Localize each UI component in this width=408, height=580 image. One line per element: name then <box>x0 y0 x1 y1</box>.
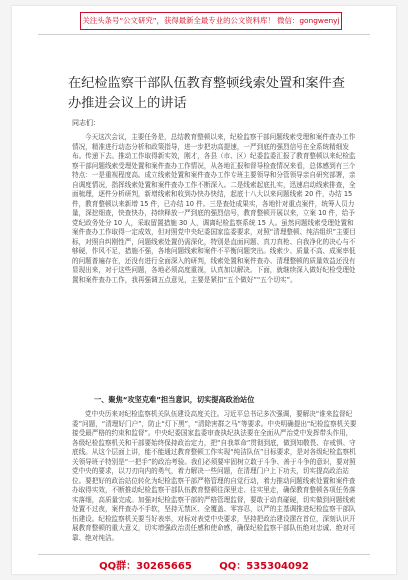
footer-divider <box>38 554 370 555</box>
document-page <box>12 6 396 574</box>
body-paragraph-2: 党中央历来对纪检监察机关队伍建设高度关注。习近平总书记多次强调，要解决“谁来监督纪委”问题，“清理好门户”，防止“灯下黑”，“清除害群之马”等要求。中央明确提出“纪检监察机关要接受最严格的约束和监督”。中央纪委国家监委审查执纪执法要在全面从严治党中发挥带头作用，各级纪检监察机关和干部要始终保持政治定力，把“自我革命”贯彻到底，做到知敬畏、存戒惧、守底线。从这个层面上讲，能不能通过教育整顿工作实现“纯洁队伍”目标要求，是对各级纪检监察机关领导班子特别是“一把手”的政治考验。我们必须要牢固树立敢于斗争、善于斗争的意识，要对照党中央的要求，以刀刃向内的勇气，着力解决一些问题，在清理门户上下功夫，切实提高政治站位。要把好的政治站位转化为纪检监察干部严格管理的自觉行动，着力推动问题线索处置和案件查办取得实效，不断推动纪检监察干部队伍教育整顿往深里走、往实里走，确保教育整顿各项任务落实落细，高质量完成。加强对纪检监察干部的严格管理监督，要敢于动真碰硬，切实做到问题线索处置不过夜，案件查办不手软，坚持无禁区、全覆盖、零容忍，以严的主基调推进纪检监察干部队伍建设。纪检监察机关要当好表率，对标对表党中央要求，坚持把政治建设摆在首位，深刻认识开展教育整顿的重大意义，切实增强政治责任感和使命感，确保纪检监察干部队伍绝对忠诚、绝对可靠、绝对纯洁。 <box>72 410 357 542</box>
footer-qq-group: QQ群：30265665 <box>99 561 192 572</box>
document-title: 在纪检监察干部队伍教育整顿线索处置和案件查办推进会议上的讲话 <box>68 76 345 111</box>
salutation: 同志们： <box>72 119 100 127</box>
promo-banner: 关注头条号“公文研究”，获得最新全最专业的公文资料库！ 微信：gongwenyj <box>80 12 342 30</box>
header-divider <box>38 34 370 35</box>
section-heading: 一、聚焦“攻坚克难”担当意识，切实提高政治站位 <box>94 395 255 404</box>
body-paragraph-1: 今天这次会议，主要任务是，总结教育整顿以来，纪检监察干部问题线索受理和案件查办工作情况，精准进行动态分析和政策指导，进一步把功高提速，一严到底的强烈信号在全系统精细发布。传递下去。推动工作取得新实效，刚才，各县（市、区）纪委监委汇报了教育整顿以来纪检监察干部问题线索受理处置和案件查办工作情况，从各地汇报和督导检查情况来看，总体感到有三个特点：一是重视程度高。成立线索处置和案件查办工作专班主要领导和分管领导亲自研究部署，亲自调度情况，指挥线索处置和案件查办工作不断深入。二是线索起底扎实，迅速启动线索排查，全面梳理，逐件分析研判，新增线索和收到办快办快结，起底十八大以来问题线索 20 件，办结 15 件，教育整顿以来新增 15 件，已办结 10 件。三是查处成果实，各地针对重点案件，统筹人员力量，深挖细查，快查快办，持续释放一严到底的强烈信号，教育整顿开展以来，立案 10 件，给予党纪政务处分 10 人，采取留置措施 30 人，调离纪检监察系统 15 人。虽然问题线索受理处置和案件查办工作取得一定成效，但对照党中央纪委国家监委要求，对照“清理整顿、纯洁组织”主要目标，对照自纠刚性严，问题线索处置仍需深化，特别是直面问题、真刀真枪、自我净化的决心与不够硬，作风不足，措施不强，各地问题线索和案件不平衡问题突出。线索少、质量不高、成案率低的问题普遍存在，还没有进行全面深入的研判，线索处置和案件查办、清理整顿的质量效益还没有显现出来，对于这些问题，各地必须高度重视，认真加以解决。下面，就继续深入做好纪检受理处置和案件查办工作，我再强调五点意见，主要是紧扣“五个做好”“五个切实”。 <box>72 133 356 284</box>
footer-qq: QQ：535304092 <box>219 561 309 572</box>
footer-contact <box>12 557 396 572</box>
